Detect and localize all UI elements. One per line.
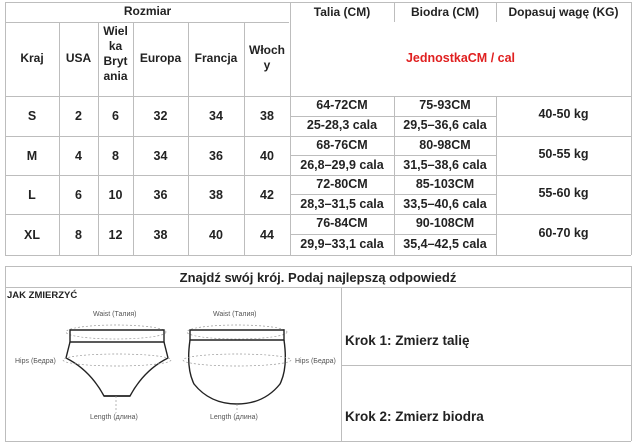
cell-biodra-in: 35,4–42,5 cala: [403, 236, 487, 251]
how-to-measure-label: JAK ZMIERZYĆ: [7, 290, 78, 301]
header-francja: Francja: [194, 51, 238, 65]
cell-talia-cm: 68-76CM: [316, 138, 368, 152]
panty-front-diagram: [60, 318, 175, 418]
table-bottom: [5, 255, 631, 256]
cell-waga: 55-60 kg: [538, 185, 589, 200]
step-2: Krok 2: Zmierz biodra: [345, 409, 484, 424]
guide-left: [5, 266, 6, 441]
cell-wlochy: 42: [260, 187, 274, 202]
header-kraj: Kraj: [20, 51, 44, 65]
col-sep: [631, 2, 632, 255]
cell-biodra-cm: 90-108CM: [415, 216, 475, 230]
cell-uk: 8: [112, 148, 119, 163]
cell-talia-in: 26,8–29,9 cala: [300, 157, 384, 172]
guide-top-border: [5, 266, 631, 267]
step-1: Krok 1: Zmierz talię: [345, 333, 470, 348]
header-usa: USA: [65, 51, 92, 65]
cell-europa: 36: [153, 187, 168, 202]
cell-biodra-in: 29,5–36,6 cala: [403, 118, 487, 132]
cell-biodra-cm: 75-93CM: [419, 98, 471, 112]
cell-francja: 38: [209, 187, 223, 202]
cell-europa: 32: [153, 109, 168, 123]
cell-uk: 10: [108, 187, 123, 202]
cell-wlochy: 44: [260, 227, 274, 242]
unit-label: JednostkaCM / cal: [405, 51, 516, 65]
header-rozmiar: Rozmiar: [123, 4, 172, 18]
hips-label-2: Hips (Бедра): [295, 358, 336, 365]
cell-kraj: S: [27, 109, 37, 123]
guide-step-sep: [341, 365, 631, 366]
table-top-border: [5, 2, 631, 3]
guide-bottom-border: [5, 441, 631, 442]
cell-uk: 12: [108, 227, 123, 242]
cell-uk: 6: [112, 109, 119, 123]
panty-back-diagram: [180, 318, 295, 418]
length-label-2: Length (длина): [210, 414, 258, 421]
inner-sep: [290, 194, 496, 195]
cell-kraj: L: [28, 187, 36, 202]
header-europa: Europa: [139, 51, 182, 65]
cell-kraj: M: [26, 148, 38, 163]
cell-talia-cm: 64-72CM: [316, 98, 368, 112]
guide-title-sep: [5, 287, 631, 288]
cell-biodra-in: 31,5–38,6 cala: [403, 157, 487, 172]
waist-label-2: Waist (Талия): [213, 311, 257, 318]
cell-usa: 8: [75, 227, 82, 242]
header-sep: [5, 22, 289, 23]
cell-biodra-in: 33,5–40,6 cala: [403, 196, 487, 211]
guide-right: [631, 266, 632, 441]
cell-talia-in: 29,9–33,1 cala: [300, 236, 384, 251]
cell-waga: 50-55 kg: [538, 146, 589, 161]
header-talia: Talia (CM): [313, 5, 371, 19]
cell-kraj: XL: [24, 227, 40, 242]
cell-talia-in: 25-28,3 cala: [306, 118, 378, 132]
cell-waga: 60-70 kg: [538, 225, 589, 240]
cell-talia-cm: 72-80CM: [316, 177, 368, 191]
cell-wlochy: 38: [260, 109, 274, 123]
cell-talia-cm: 76-84CM: [316, 216, 368, 230]
inner-sep: [290, 234, 496, 235]
hips-label-1: Hips (Бедра): [15, 358, 56, 365]
cell-talia-in: 28,3–31,5 cala: [300, 196, 384, 211]
cell-waga: 40-50 kg: [538, 107, 589, 121]
cell-francja: 36: [209, 148, 223, 163]
header-biodra: Biodra (CM): [411, 5, 479, 19]
header-wlochy: Włoch y: [249, 43, 285, 72]
cell-wlochy: 40: [260, 148, 274, 163]
guide-mid: [341, 287, 342, 441]
cell-usa: 4: [75, 148, 82, 163]
cell-europa: 38: [153, 227, 168, 242]
inner-sep: [290, 116, 496, 117]
inner-sep: [290, 155, 496, 156]
cell-usa: 2: [75, 109, 82, 123]
length-label-1: Length (длина): [90, 414, 138, 421]
cell-francja: 34: [209, 109, 223, 123]
guide-title: Znajdź swój krój. Podaj najlepszą odpowiedź: [179, 270, 457, 285]
cell-usa: 6: [75, 187, 82, 202]
cell-biodra-cm: 85-103CM: [415, 177, 475, 191]
header-wielka-brytania: Wiel ka Bryt ania: [103, 24, 128, 83]
header-waga: Dopasuj wagę (KG): [508, 5, 619, 19]
cell-francja: 40: [209, 227, 223, 242]
col-sep: [5, 2, 6, 255]
cell-europa: 34: [153, 148, 168, 163]
cell-biodra-cm: 80-98CM: [419, 138, 471, 152]
waist-label-1: Waist (Талия): [93, 311, 137, 318]
